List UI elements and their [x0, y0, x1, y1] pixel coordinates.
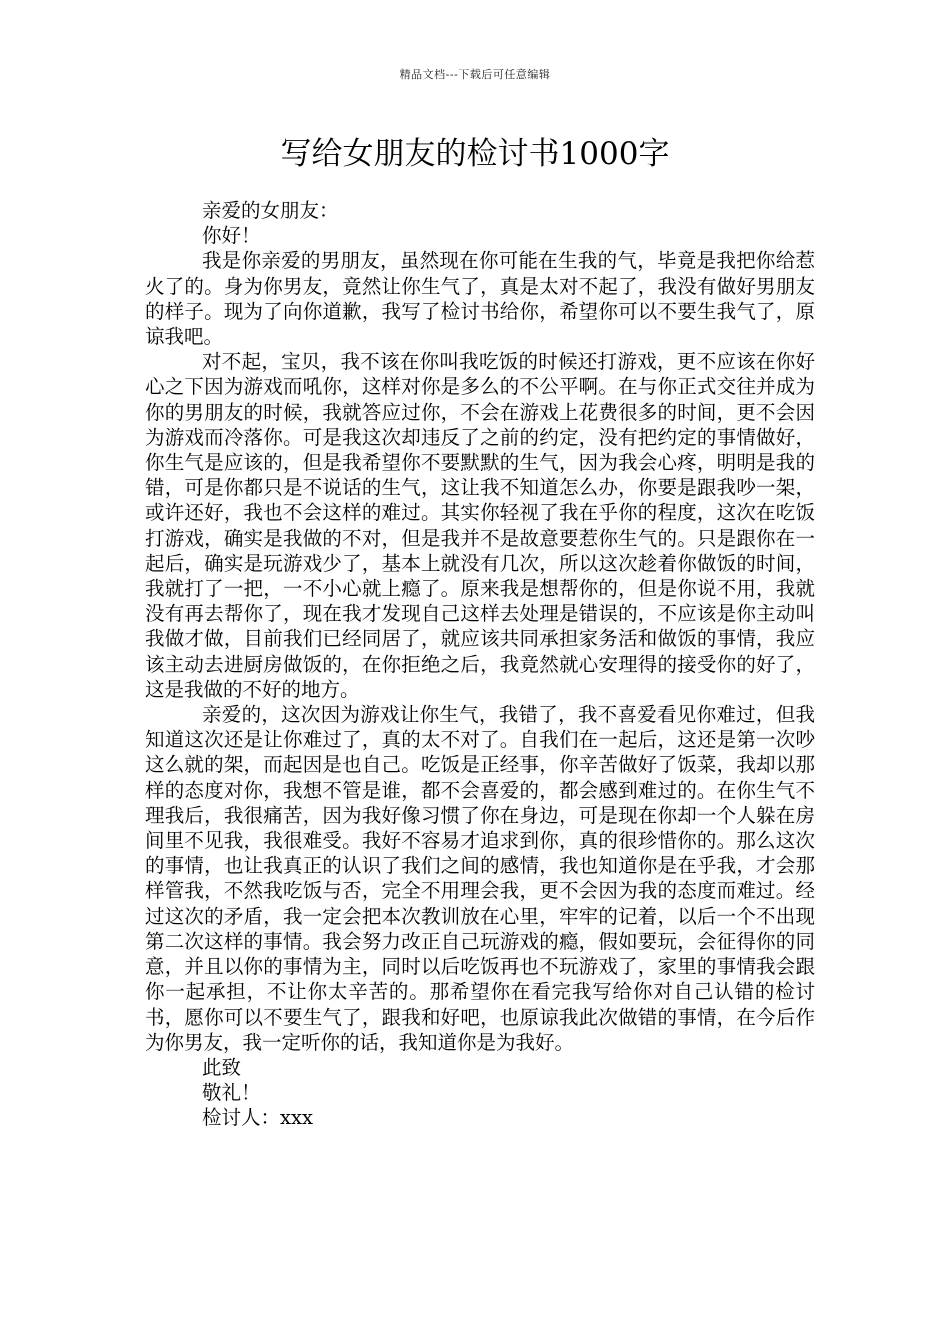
document-title: 写给女朋友的检讨书1000字	[280, 136, 670, 172]
paragraph-3: 亲爱的，这次因为游戏让你生气，我错了，我不喜爱看见你难过，但我知道这次还是让你难过了，真的太不对了。自我们在一起后，这还是第一次吵这么就的架，而起因是也自己。吃饭是正经事，你辛苦做好了饭菜，我却以那样的态度对你，我想不管是谁，都不会喜爱的，都会感到难过的。在你生气不理我后，我很痛苦，因为我好像习惯了你在身边，可是现在你却一个人躲在房间里不见我，我很难受。我好不容易才追求到你，真的很珍惜你的。那么这次的事情，也让我真正的认识了我们之间的感情，我也知道你是在乎我，才会那样管我，不然我吃饭与否，完全不用理会我，更不会因为我的态度而难过。经过这次的矛盾，我一定会把本次教训放在心里，牢牢的记着，以后一个不出现第二次这样的事情。我会努力改正自己玩游戏的瘾，假如要玩，会征得你的同意，并且以你的事情为主，同时以后吃饭再也不玩游戏了，家里的事情我会跟你一起承担，不让你太辛苦的。那希望你在看完我写给你对自己认错的检讨书，愿你可以不要生气了，跟我和好吧，也原谅我此次做错的事情，在今后作为你男友，我一定听你的话，我知道你是为我好。	[145, 703, 815, 1054]
closing-line-2: 敬礼！	[202, 1081, 261, 1105]
paragraph-2: 对不起，宝贝，我不该在你叫我吃饭的时候还打游戏，更不应该在你好心之下因为游戏而吼你，这样对你是多么的不公平啊。在与你正式交往并成为你的男朋友的时候，我就答应过你，不会在游戏上花费很多的时间，更不会因为游戏而冷落你。可是我这次却违反了之前的约定，没有把约定的事情做好，你生气是应该的，但是我希望你不要默默的生气，因为我会心疼，明明是我的错，可是你都只是不说话的生气，这让我不知道怎么办，你要是跟我吵一架，或许还好，我也不会这样的难过。其实你轻视了我在乎你的程度，这次在吃饭打游戏，确实是我做的不对，但是我并不是故意要惹你生气的。只是跟你在一起后，确实是玩游戏少了，基本上就没有几次，所以这次趁着你做饭的时间，我就打了一把，一不小心就上瘾了。原来我是想帮你的，但是你说不用，我就没有再去帮你了，现在我才发现自己这样去处理是错误的，不应该是你主动叫我做才做，目前我们已经同居了，就应该共同承担家务活和做饭的事情，我应该主动去进厨房做饭的，在你拒绝之后，我竟然就心安理得的接受你的好了，这是我做的不好的地方。	[145, 350, 815, 701]
salutation: 亲爱的女朋友：	[202, 199, 339, 222]
greeting: 你好！	[202, 224, 261, 248]
signature: 检讨人：xxx	[202, 1106, 313, 1130]
header-note: 精品文档---下载后可任意编辑	[399, 68, 551, 81]
closing-line-1: 此致	[202, 1055, 242, 1079]
paragraph-1: 我是你亲爱的男朋友，虽然现在你可能在生我的气，毕竟是我把你给惹火了的。身为你男友，竟然让你生气了，真是太对不起了，我没有做好男朋友的样子。现为了向你道歉，我写了检讨书给你，希望你可以不要生我气了，原谅我吧。	[145, 249, 815, 349]
letter-body	[145, 198, 815, 1131]
